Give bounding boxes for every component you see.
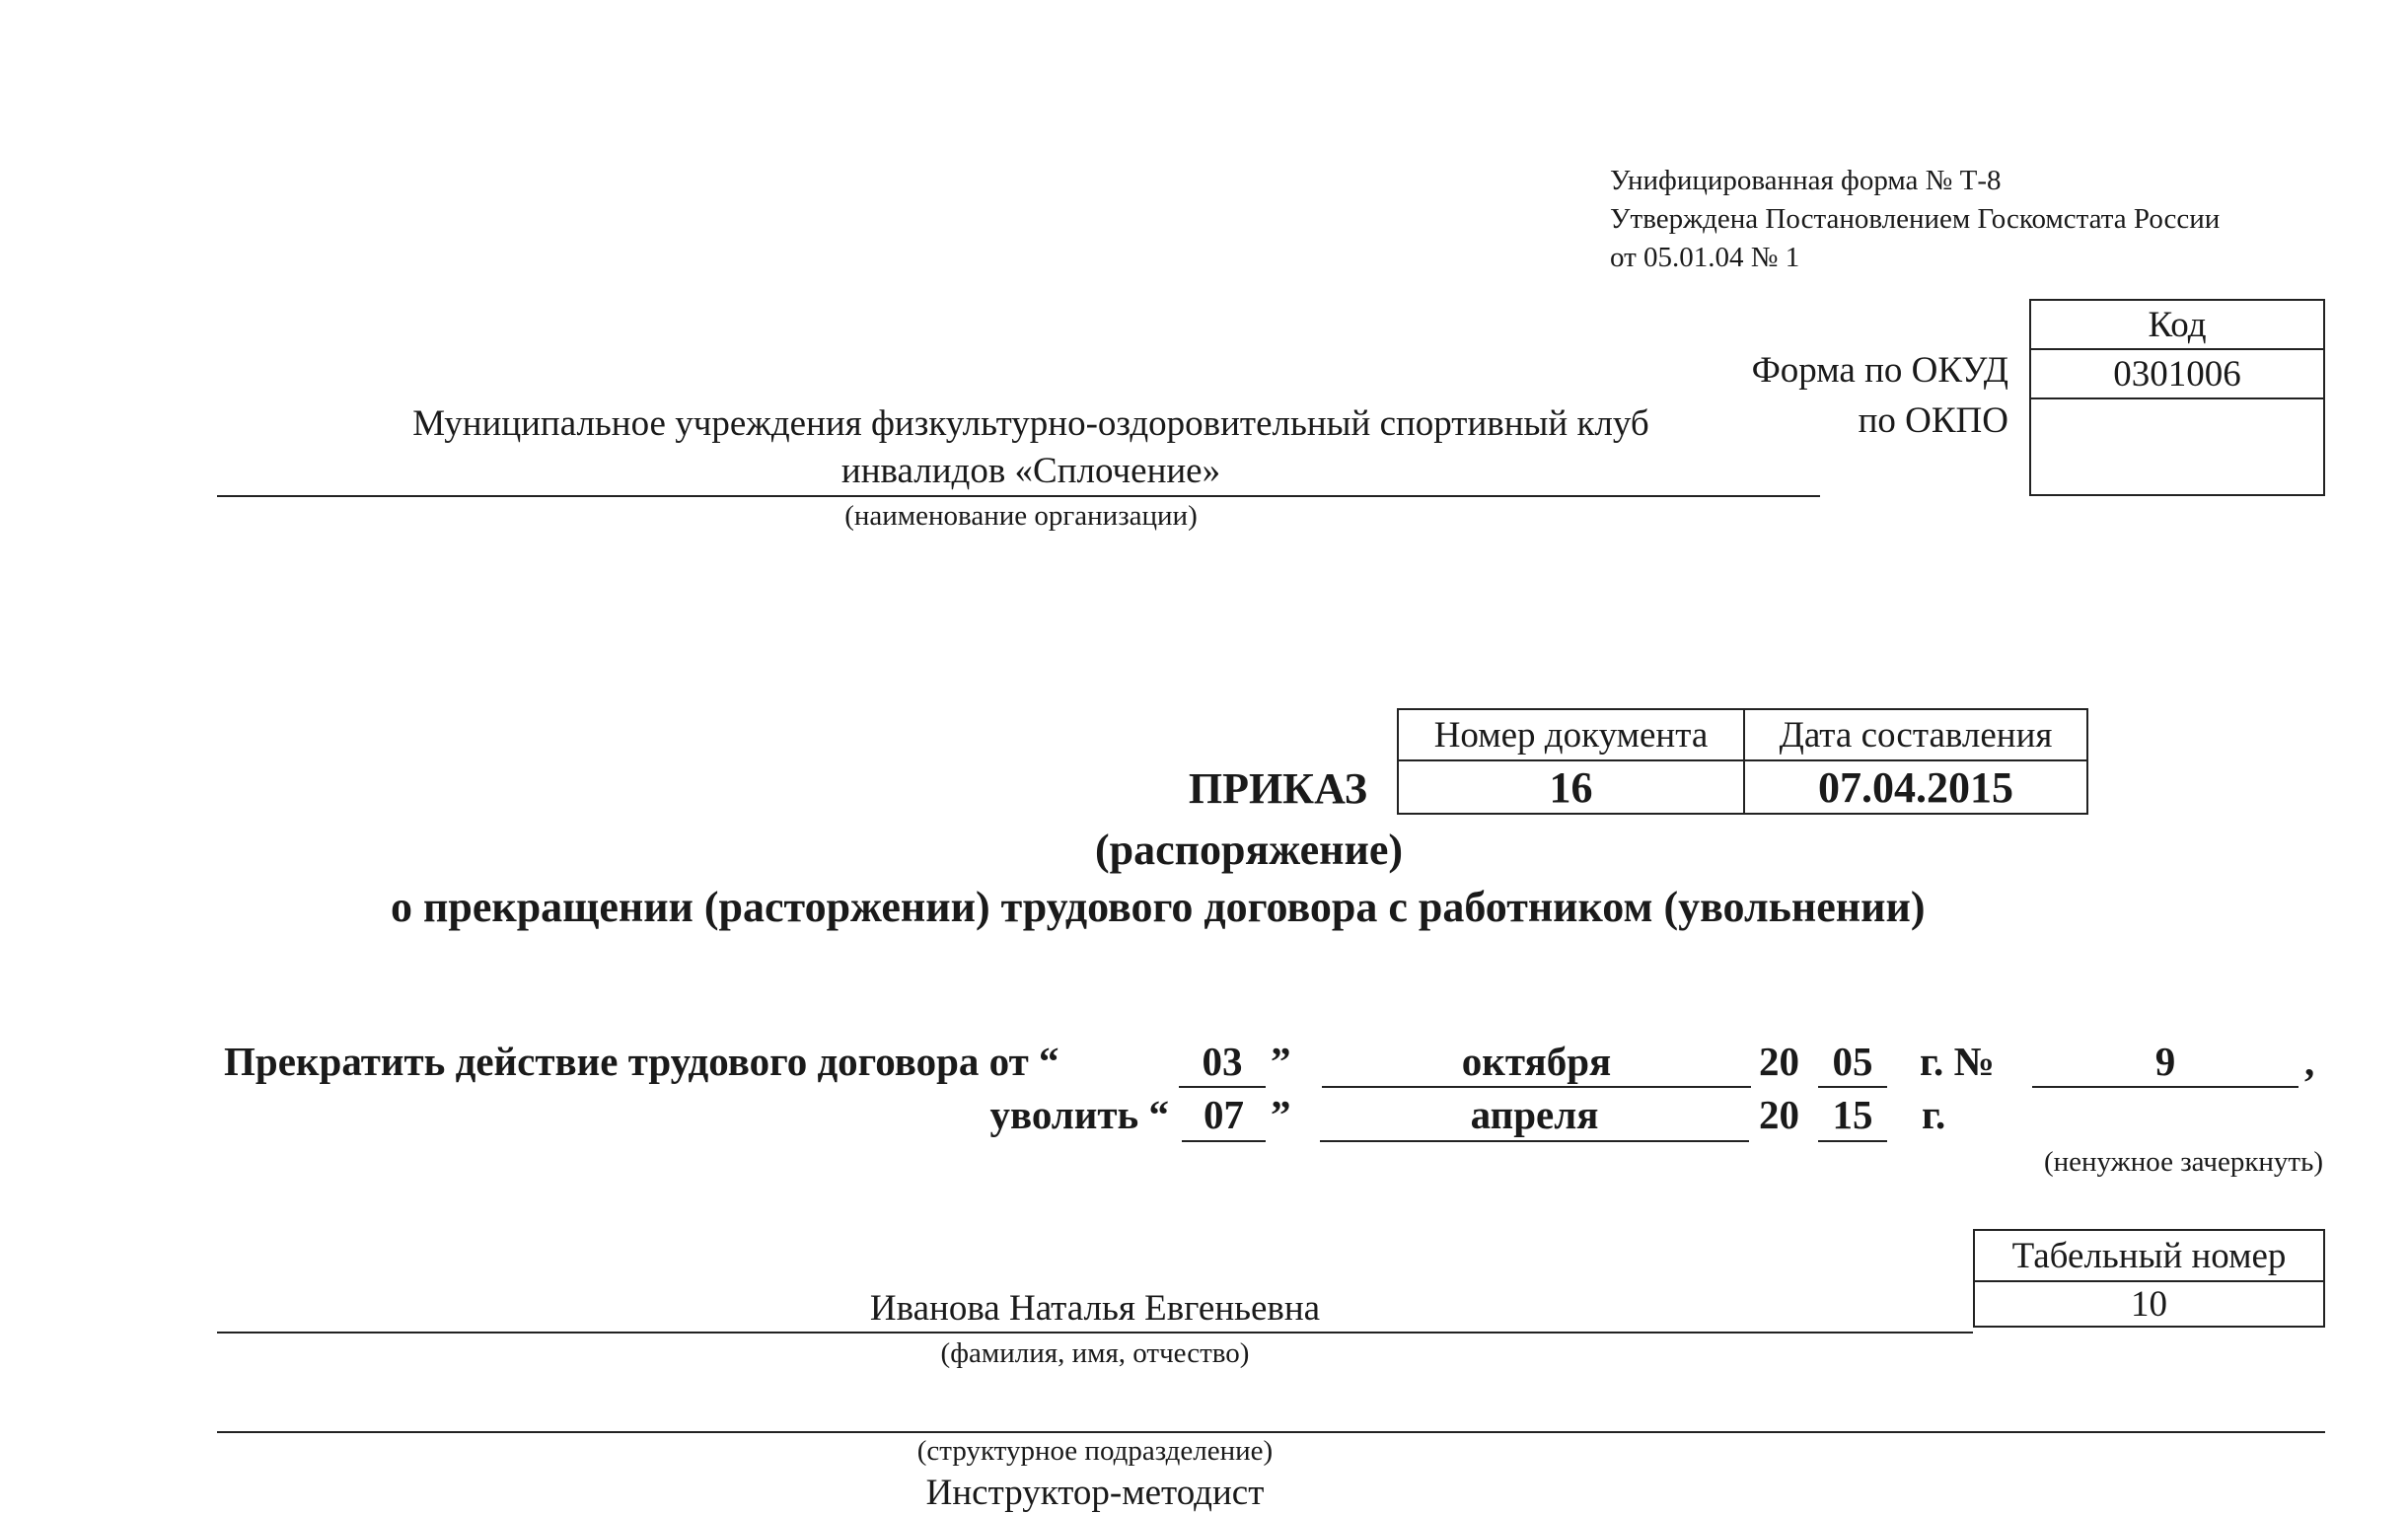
- employee-name-underline: [217, 1332, 1973, 1334]
- form-header: [1610, 162, 2220, 277]
- dismiss-day-underline: [1182, 1140, 1266, 1142]
- organization-line-2: инвалидов «Сплочение»: [840, 451, 1221, 491]
- position-value: Инструктор-методист: [925, 1473, 1265, 1513]
- order-subject: о прекращении (расторжении) трудового договора с работником (увольнении): [391, 883, 1926, 931]
- dismiss-month-underline: [1320, 1140, 1749, 1142]
- dismiss-year-suffix: г.: [1922, 1092, 1946, 1137]
- contract-year-underline: [1818, 1086, 1887, 1088]
- dismiss-year-underline: [1818, 1140, 1887, 1142]
- dismiss-text: уволить “: [989, 1092, 1169, 1137]
- contract-number: 9: [2154, 1039, 2176, 1084]
- document-number-table: [1397, 708, 2088, 815]
- contract-month-underline: [1322, 1086, 1751, 1088]
- contract-text: Прекратить действие трудового договора от “: [224, 1039, 1059, 1084]
- okud-value: 0301006: [2030, 349, 2324, 398]
- employee-name: Иванова Наталья Евгеньевна: [869, 1288, 1321, 1329]
- contract-comma: ,: [2304, 1039, 2315, 1084]
- dismiss-year: 15: [1832, 1092, 1873, 1137]
- okpo-label: по ОКПО: [1858, 400, 2008, 441]
- form-header-line-2: Утверждена Постановлением Госкомстата России: [1610, 203, 2221, 235]
- contract-month: октября: [1461, 1039, 1612, 1084]
- order-title: ПРИКАЗ: [1188, 764, 1367, 813]
- contract-year: 05: [1832, 1039, 1873, 1084]
- organization-name: [217, 400, 1845, 495]
- organization-underline: [217, 495, 1820, 497]
- contract-number-underline: [2032, 1086, 2299, 1088]
- organization-caption: (наименование организации): [844, 500, 1198, 532]
- dismiss-century: 20: [1759, 1092, 1799, 1137]
- form-header-line-1: Унифицированная форма № Т-8: [1610, 165, 2002, 196]
- department-caption: (структурное подразделение): [916, 1435, 1274, 1467]
- contract-day: 03: [1202, 1039, 1243, 1084]
- organization-line-1: Муниципальное учреждения физкультурно-оздоровительный спортивный клуб: [412, 403, 1649, 444]
- document-date-header: Дата составления: [1744, 709, 2087, 760]
- order-subtitle: (распоряжение): [1095, 826, 1404, 874]
- tab-number-header: Табельный номер: [1974, 1230, 2324, 1281]
- dismiss-quote-close: ”: [1271, 1092, 1291, 1137]
- code-table: [2029, 299, 2325, 496]
- dismiss-month: апреля: [1470, 1092, 1599, 1137]
- dismiss-day: 07: [1204, 1092, 1244, 1137]
- document-number: 16: [1398, 760, 1744, 814]
- contract-day-underline: [1179, 1086, 1266, 1088]
- strike-note: (ненужное зачеркнуть): [2043, 1146, 2323, 1178]
- okpo-value: [2030, 398, 2324, 495]
- contract-year-no-suffix: г. №: [1920, 1039, 1995, 1084]
- contract-century: 20: [1759, 1039, 1799, 1084]
- document-date: 07.04.2015: [1744, 760, 2087, 814]
- tab-number-table: [1973, 1229, 2325, 1328]
- contract-quote-close: ”: [1271, 1039, 1291, 1084]
- department-underline: [217, 1431, 2325, 1433]
- code-header: Код: [2030, 300, 2324, 349]
- employee-name-caption: (фамилия, имя, отчество): [940, 1337, 1250, 1369]
- document-number-header: Номер документа: [1398, 709, 1744, 760]
- form-header-line-3: от 05.01.04 № 1: [1610, 242, 1800, 273]
- tab-number-value: 10: [1974, 1281, 2324, 1327]
- okud-label: Форма по ОКУД: [1751, 350, 2008, 391]
